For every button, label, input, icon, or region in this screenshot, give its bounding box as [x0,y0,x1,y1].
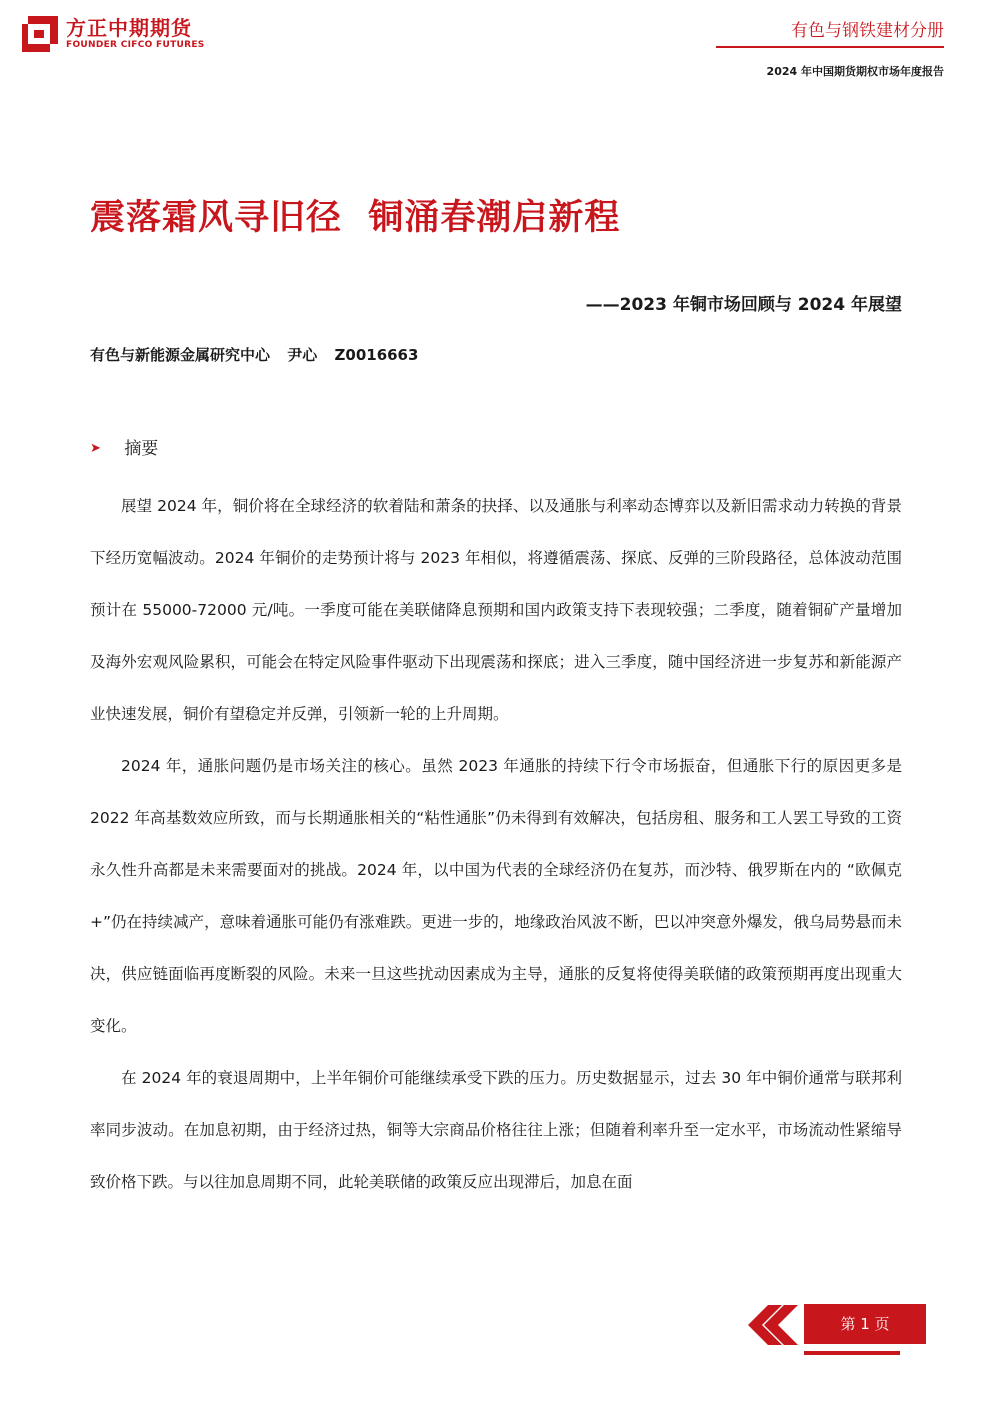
page-header [0,0,992,90]
document-subtitle: ——2023 年铜市场回顾与 2024 年展望 [585,295,902,315]
logo-english-name: FOUNDER CIFCO FUTURES [66,40,205,50]
division-title: 有色与钢铁建材分册 [791,21,944,41]
report-name: 2024 年中国期货期权市场年度报告 [766,65,944,78]
footer-divider [804,1351,900,1355]
paragraph: 2024 年，通胀问题仍是市场关注的核心。虽然 2023 年通胀的持续下行令市场振奋，但通胀下行的原因更多是 2022 年高基数效应所致，而与长期通胀相关的“粘性通胀”仍未得到有效解决，包括房租、服务和工人罢工导致的工资永久性升高都是未来需要面对的挑战。2024 年，以中国为代表的全球经济仍在复苏，而沙特、俄罗斯在内的 “欧佩克+”仍在持续减产，意味着通胀可能仍有涨难跌。更进一步的，地缘政治风波不断，巴以冲突意外爆发，俄乌局势悬而未决，供应链面临再度断裂的风险。未来一旦这些扰动因素成为主导，通胀的反复将使得美联储的政策预期再度出现重大变化。 [90,757,902,1035]
double-chevron-left-icon [746,1302,798,1348]
author-line [90,344,430,365]
author-department: 有色与新能源金属研究中心 [90,346,271,364]
author-license: Z0016663 [334,346,419,364]
paragraph: 展望 2024 年，铜价将在全球经济的软着陆和萧条的抉择、以及通胀与利率动态博弈以及新旧需求动力转换的背景下经历宽幅波动。2024 年铜价的走势预计将与 2023 年相似，将遵循震荡、探底、反弹的三阶段路径，总体波动范围预计在 55000-72000 元/吨。一季度可能在美联储降息预期和国内政策支持下表现较强；二季度，随着铜矿产量增加及海外宏观风险累积，可能会在特定风险事件驱动下出现震荡和探底；进入三季度，随中国经济进一步复苏和新能源产业快速发展，铜价有望稳定并反弹，引领新一轮的上升周期。 [90,497,902,723]
arrow-bullet-icon: ➤ [90,441,101,456]
page-number: 第 1 页 [804,1304,926,1344]
founder-logo-icon [20,14,60,54]
abstract-body [90,480,902,1208]
section-heading-label: 摘要 [124,439,159,459]
paragraph: 在 2024 年的衰退周期中，上半年铜价可能继续承受下跌的压力。历史数据显示，过去 30 年中铜价通常与联邦利率同步波动。在加息初期，由于经济过热，铜等大宗商品价格往往上涨；但随着利率升至一定水平，市场流动性紧缩导致价格下跌。与以往加息周期不同，此轮美联储的政策反应出现滞后，加息在面 [90,1069,902,1191]
logo-chinese-name: 方正中期期货 [66,16,192,40]
document-title: 震落霜风寻旧径 铜涌春潮启新程 [90,198,621,238]
header-divider [716,46,944,48]
author-name: 尹心 [287,346,318,364]
section-heading [90,434,158,459]
